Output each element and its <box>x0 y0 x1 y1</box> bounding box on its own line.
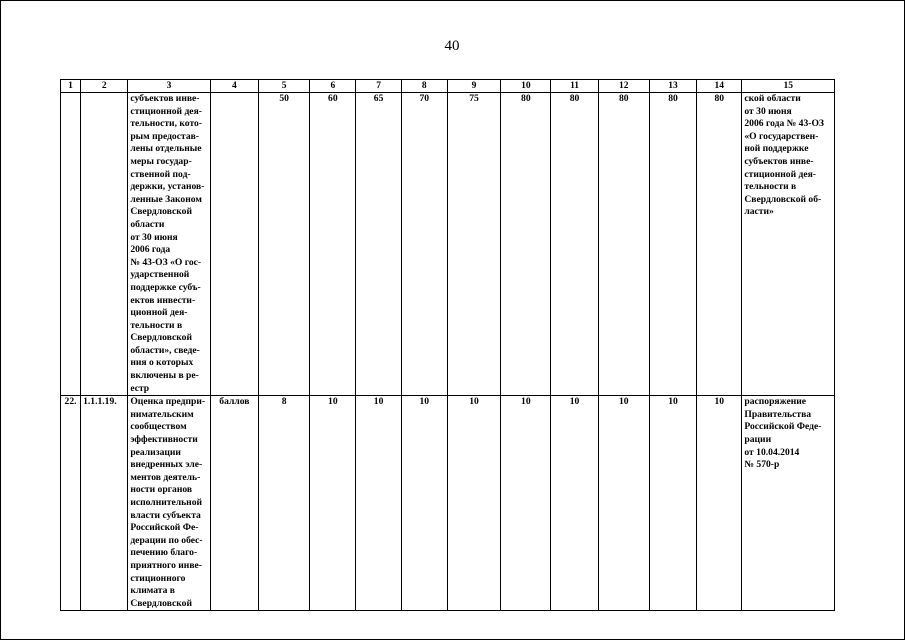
unit: баллов <box>210 396 258 611</box>
value-cell: 10 <box>697 396 742 611</box>
col-head: 2 <box>81 80 128 93</box>
col-head: 15 <box>742 80 835 93</box>
value-cell: 75 <box>447 93 500 396</box>
unit <box>210 93 258 396</box>
legal-basis: распоряжение Правительства Российской Феде- рации от 10.04.2014 № 570-р <box>742 396 835 611</box>
indicators-table <box>60 79 835 611</box>
col-head: 11 <box>551 80 598 93</box>
col-head: 4 <box>210 80 258 93</box>
col-head: 14 <box>697 80 742 93</box>
indicator-name: субъектов инве- стиционной дея- тельности, кото- рым предостав- лены отдельные меры государ- ственной под- держки, установ- ленные Законом Свердловской области от 30 июня 2006 года № 43-ОЗ «О гос- ударственной поддержке субъ- ектов инвести- ционной дея- тельности в Свердловской области», сведе- ния о которых включены в ре- естр <box>128 93 210 396</box>
value-cell: 10 <box>447 396 500 611</box>
value-cell: 80 <box>598 93 649 396</box>
value-cell: 60 <box>310 93 356 396</box>
value-cell: 50 <box>258 93 309 396</box>
col-head: 3 <box>128 80 210 93</box>
col-head: 7 <box>356 80 401 93</box>
column-number-row <box>61 80 835 93</box>
col-head: 6 <box>310 80 356 93</box>
value-cell: 80 <box>551 93 598 396</box>
indicator-name: Оценка предпри- нимательским сообществом эффективности реализации внедренных эле- ментов деятель- ности органов исполнительной власти субъекта Российской Фе- дерации по обес- печению благо- приятного инве- стиционного климата в Свердловской <box>128 396 210 611</box>
value-cell: 80 <box>697 93 742 396</box>
value-cell: 10 <box>501 396 551 611</box>
col-head: 10 <box>501 80 551 93</box>
value-cell: 10 <box>356 396 401 611</box>
col-head: 1 <box>61 80 81 93</box>
value-cell: 10 <box>649 396 696 611</box>
col-head: 12 <box>598 80 649 93</box>
page-number: 40 <box>444 38 460 54</box>
row-code: 1.1.1.19. <box>81 396 128 611</box>
table-row <box>61 93 835 396</box>
value-cell: 10 <box>598 396 649 611</box>
value-cell: 80 <box>501 93 551 396</box>
col-head: 8 <box>401 80 447 93</box>
col-head: 5 <box>258 80 309 93</box>
value-cell: 80 <box>649 93 696 396</box>
value-cell: 8 <box>258 396 309 611</box>
row-code <box>81 93 128 396</box>
value-cell: 10 <box>551 396 598 611</box>
value-cell: 10 <box>401 396 447 611</box>
col-head: 9 <box>447 80 500 93</box>
value-cell: 70 <box>401 93 447 396</box>
row-number <box>61 93 81 396</box>
value-cell: 10 <box>310 396 356 611</box>
legal-basis: ской области от 30 июня 2006 года № 43-ОЗ «О государствен- ной поддержке субъектов инве- стиционной дея- тельности в Свердловской об- ласти» <box>742 93 835 396</box>
row-number: 22. <box>61 396 81 611</box>
value-cell: 65 <box>356 93 401 396</box>
table-row <box>61 396 835 611</box>
col-head: 13 <box>649 80 696 93</box>
